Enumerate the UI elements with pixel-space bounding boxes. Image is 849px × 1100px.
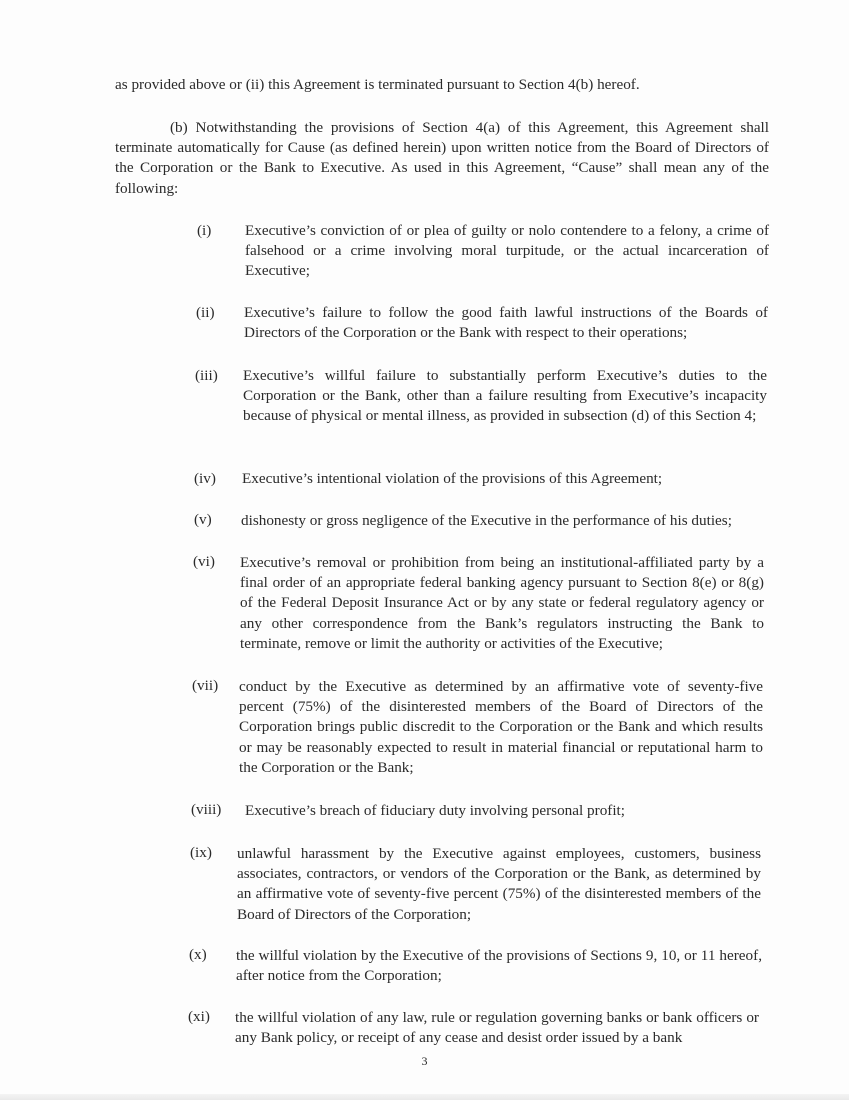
- list-item: Executive’s failure to follow the good faith lawful instructions of the Boards of Directors of the Corporation or the Bank with respect to their operations;: [244, 304, 768, 342]
- item-number: (iii): [195, 367, 218, 384]
- list-item: Executive’s removal or prohibition from being an institutional-affiliated party by a final order of an appropriate federal banking agency pursuant to Section 8(e) or 8(g) of the Federal Deposit Insurance Act or by any state or federal regulatory agency or any other correspondence from the Bank’s regulators instructing the Bank to terminate, remove or limit the authority or activities of the Executive;: [240, 554, 764, 652]
- paragraph-b: (b) Notwithstanding the provisions of Section 4(a) of this Agreement, this Agreement shall terminate automatically for Cause (as defined herein) upon written notice from the Board of Directors of the Corporation or the Bank to Executive. As used in this Agreement, “Cause” shall mean any of the following:: [115, 119, 769, 197]
- list-item: the willful violation by the Executive of the provisions of Sections 9, 10, or 11 hereof, after notice from the Corporation;: [236, 947, 762, 985]
- list-item: the willful violation of any law, rule or regulation governing banks or bank officers or any Bank policy, or receipt of any cease and desist order issued by a bank: [235, 1009, 759, 1047]
- item-number: (i): [197, 222, 212, 239]
- list-item: Executive’s breach of fiduciary duty involving personal profit;: [245, 802, 625, 819]
- continuation-line: as provided above or (ii) this Agreement is terminated pursuant to Section 4(b) hereof.: [115, 76, 640, 93]
- item-number: (vi): [193, 553, 215, 570]
- list-item: unlawful harassment by the Executive against employees, customers, business associates, contractors, or vendors of the Corporation or the Bank, as determined by an affirmative vote of seventy-five percent (75%) of the disinterested members of the Board of Directors of the Corporation;: [237, 845, 761, 923]
- item-number: (v): [194, 511, 212, 528]
- list-item: Executive’s intentional violation of the provisions of this Agreement;: [242, 470, 663, 487]
- item-number: (viii): [191, 801, 222, 818]
- page-number: 3: [421, 1054, 428, 1068]
- scan-edge: [0, 1094, 849, 1100]
- item-number: (xi): [188, 1008, 210, 1025]
- item-number: (ii): [196, 304, 215, 321]
- item-number: (ix): [190, 844, 212, 861]
- item-number: (iv): [194, 470, 216, 487]
- list-item: Executive’s conviction of or plea of guilty or nolo contendere to a felony, a crime of falsehood or a crime involving moral turpitude, or the actual incarceration of Executive;: [245, 222, 769, 280]
- list-item: Executive’s willful failure to substantially perform Executive’s duties to the Corporation or the Bank, other than a failure resulting from Executive’s incapacity because of physical or mental illness, as provided in subsection (d) of this Section 4;: [243, 367, 767, 425]
- item-number: (x): [189, 946, 207, 963]
- list-item: dishonesty or gross negligence of the Executive in the performance of his duties;: [241, 512, 732, 529]
- list-item: conduct by the Executive as determined by an affirmative vote of seventy-five percent (75%) of the disinterested members of the Board of Directors of the Corporation brings public discredit to the Corporation or the Bank and which results or may be reasonably expected to result in material financial or reputational harm to the Corporation or the Bank;: [239, 678, 763, 776]
- item-number: (vii): [192, 677, 219, 694]
